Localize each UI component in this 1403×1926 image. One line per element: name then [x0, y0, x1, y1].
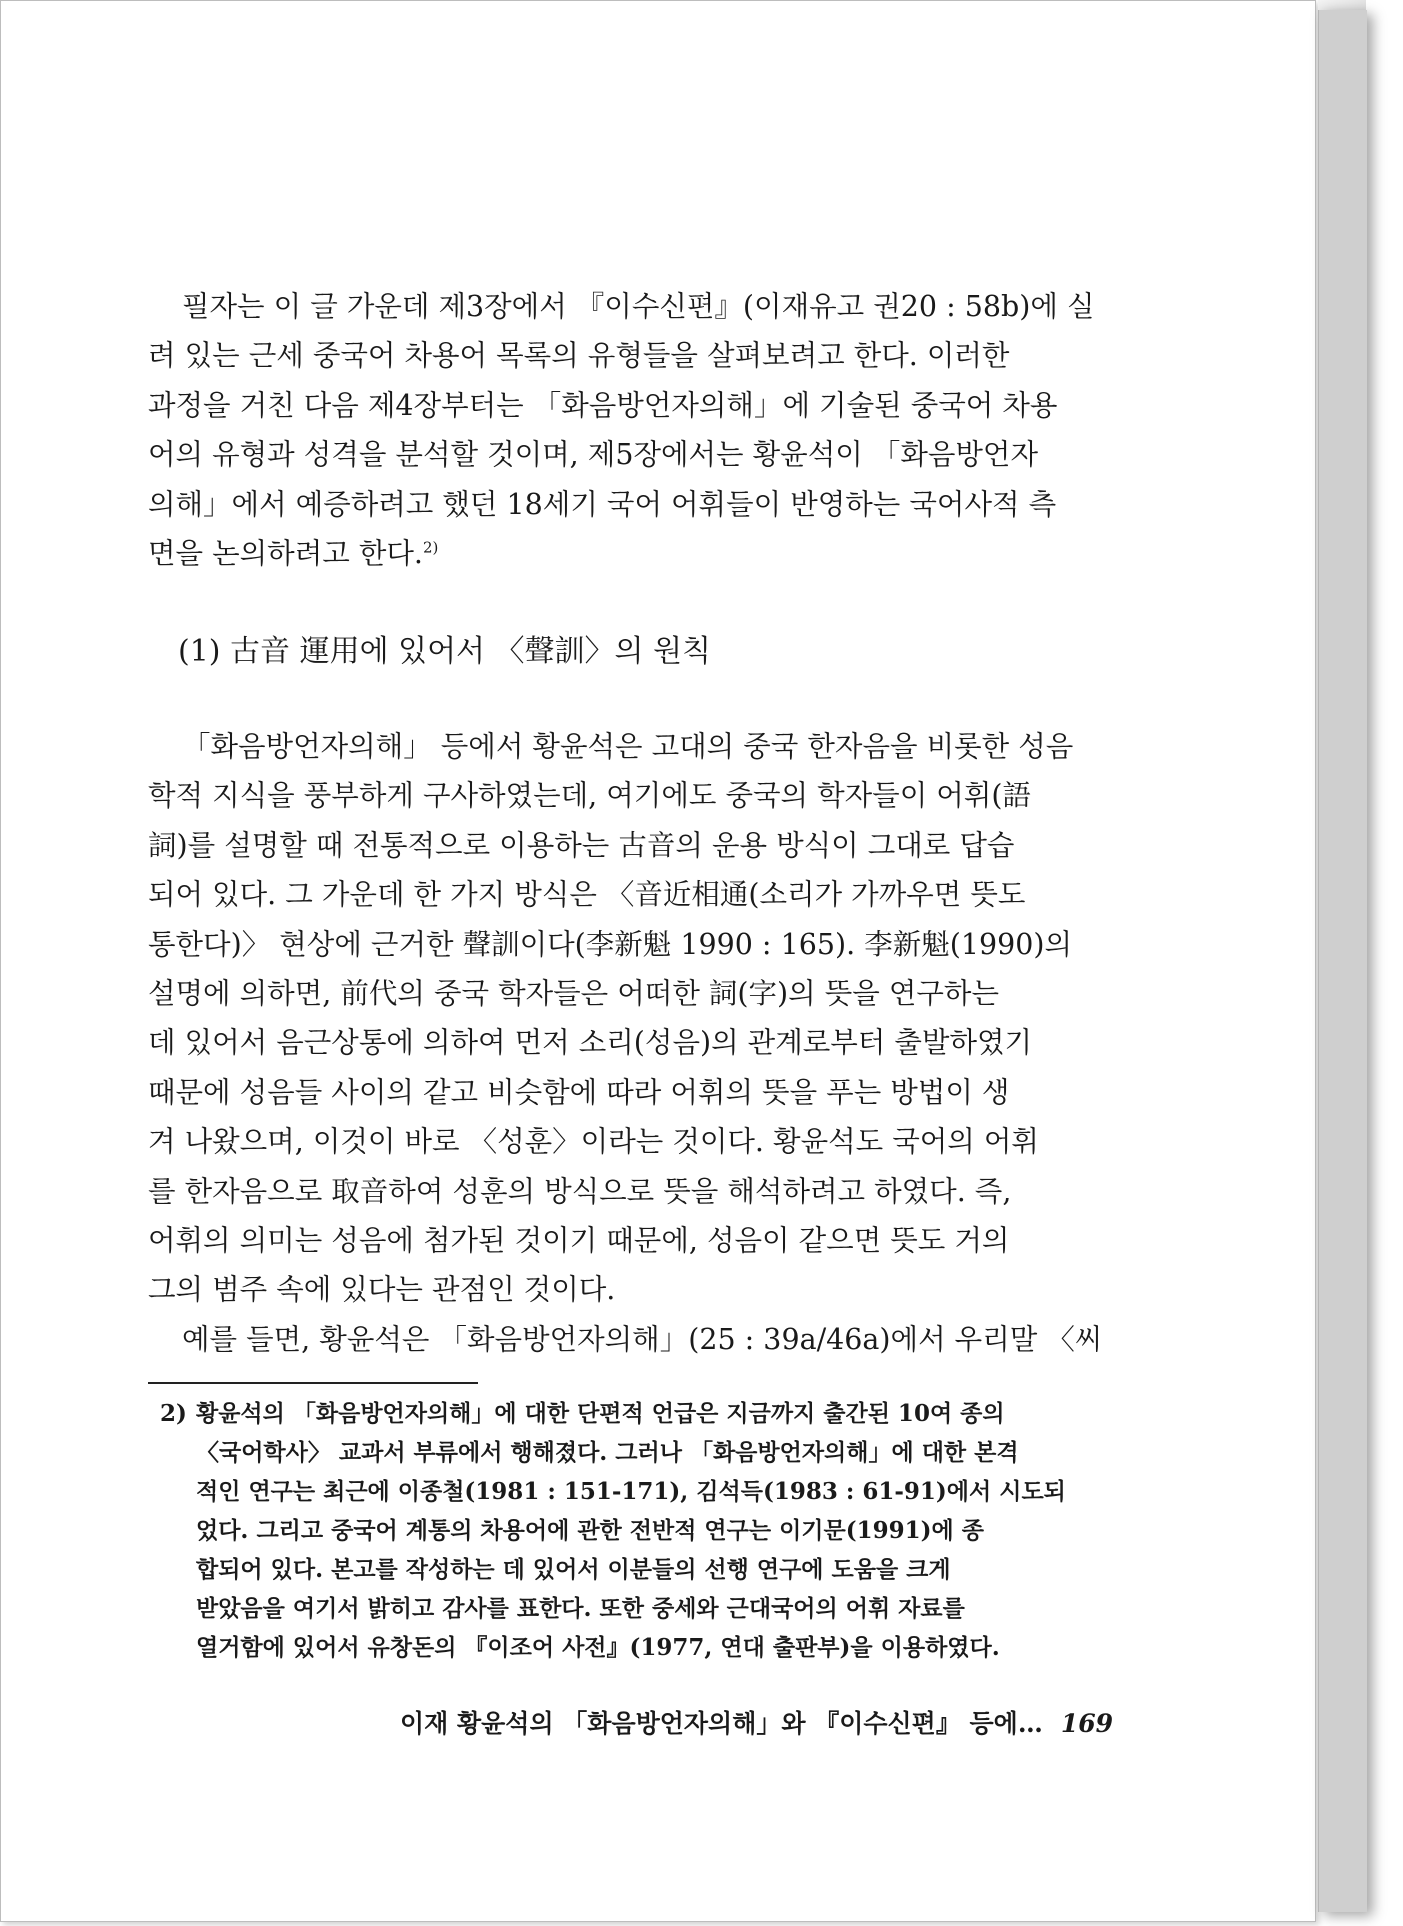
para3-line: 예를 들면, 황윤석은 「화음방언자의해」(25 : 39a/46a)에서 우리말 〈씨: [182, 1322, 1103, 1356]
para2-line: 데 있어서 음근상통에 의하여 먼저 소리(성음)의 관계로부터 출발하였기: [148, 1026, 1033, 1060]
para2-line: 때문에 성음들 사이의 같고 비슷함에 따라 어휘의 뜻을 푸는 방법이 생: [148, 1075, 1010, 1109]
paragraph-2: [148, 722, 1116, 1364]
footnote-line: 었다. 그리고 중국어 계통의 차용어에 관한 전반적 연구는 이기문(1991)에 종: [196, 1517, 984, 1544]
para2-line: 학적 지식을 풍부하게 구사하였는데, 여기에도 중국의 학자들이 어휘(語: [148, 779, 1031, 813]
para2-line: 그의 범주 속에 있다는 관점인 것이다.: [148, 1273, 616, 1307]
para1-last-line: [148, 529, 1116, 578]
footnote-first-line: [160, 1394, 1116, 1433]
footnote-line: 황윤석의 「화음방언자의해」에 대한 단편적 언급은 지금까지 출간된 10여 종의: [196, 1400, 1005, 1427]
footnote-line: 〈국어학사〉 교과서 부류에서 행해졌다. 그러나 「화음방언자의해」에 대한 본격: [196, 1439, 1019, 1466]
page-number: 169: [1060, 1709, 1114, 1738]
footnote-divider: [148, 1382, 478, 1384]
footnote-line: 열거함에 있어서 유창돈의 『이조어 사전』(1977, 연대 출판부)을 이용하였다.: [196, 1634, 1000, 1661]
para1-line: 어의 유형과 성격을 분석할 것이며, 제5장에서는 황윤석이 「화음방언자: [148, 438, 1038, 472]
running-footer-title: 이재 황윤석의 「화음방언자의해」와 『이수신편』 등에…: [400, 1709, 1043, 1738]
para2-line: 통한다)〉 현상에 근거한 聲訓이다(李新魁 1990 : 165). 李新魁(1990)의: [148, 927, 1073, 961]
paragraph-1: [148, 282, 1116, 578]
para2-line: 겨 나왔으며, 이것이 바로 〈성훈〉이라는 것이다. 황윤석도 국어의 어휘: [148, 1125, 1039, 1159]
para2-line: 「화음방언자의해」 등에서 황윤석은 고대의 중국 한자음을 비롯한 성음: [182, 730, 1074, 763]
para2-line: 詞)를 설명할 때 전통적으로 이용하는 古音의 운용 방식이 그대로 답습: [148, 828, 1015, 862]
para1-line: 필자는 이 글 가운데 제3장에서 『이수신편』(이재유고 권20 : 58b)에 실: [182, 290, 1095, 323]
footnote-line: 받았음을 여기서 밝히고 감사를 표한다. 또한 중세와 근대국어의 어휘 자료를: [196, 1595, 965, 1622]
para2-line: 어휘의 의미는 성음에 첨가된 것이기 때문에, 성음이 같으면 뜻도 거의: [148, 1224, 1010, 1258]
page-stack-edge: [1318, 10, 1367, 1912]
footnote-line: 합되어 있다. 본고를 작성하는 데 있어서 이분들의 선행 연구에 도움을 크게: [196, 1556, 951, 1583]
para1-line: 려 있는 근세 중국어 차용어 목록의 유형들을 살펴보려고 한다. 이러한: [148, 339, 1010, 373]
para2-line: 되어 있다. 그 가운데 한 가지 방식은 〈音近相通(소리가 가까우면 뜻도: [148, 878, 1026, 912]
para1-line: 과정을 거친 다음 제4장부터는 「화음방언자의해」에 기술된 중국어 차용: [148, 388, 1058, 422]
para1-line: 의해」에서 예증하려고 했던 18세기 국어 어휘들이 반영하는 국어사적 측: [148, 487, 1057, 521]
para1-line: 면을 논의하려고 한다.: [148, 537, 423, 571]
footnote-number: 2): [160, 1400, 187, 1427]
para2-line: 설명에 의하면, 前代의 중국 학자들은 어떠한 詞(字)의 뜻을 연구하는: [148, 977, 999, 1011]
section-heading: (1) 古音 運用에 있어서 〈聲訓〉의 원칙: [178, 634, 712, 669]
running-footer: [400, 1704, 1120, 1740]
footnote-line: 적인 연구는 최근에 이종철(1981 : 151-171), 김석득(1983 : 61-91)에서 시도되: [196, 1478, 1066, 1505]
para2-line: 를 한자음으로 取音하여 성훈의 방식으로 뜻을 해석하려고 하였다. 즉,: [148, 1174, 1012, 1208]
footnote-ref[interactable]: 2): [422, 538, 439, 557]
footnote: [160, 1394, 1116, 1667]
